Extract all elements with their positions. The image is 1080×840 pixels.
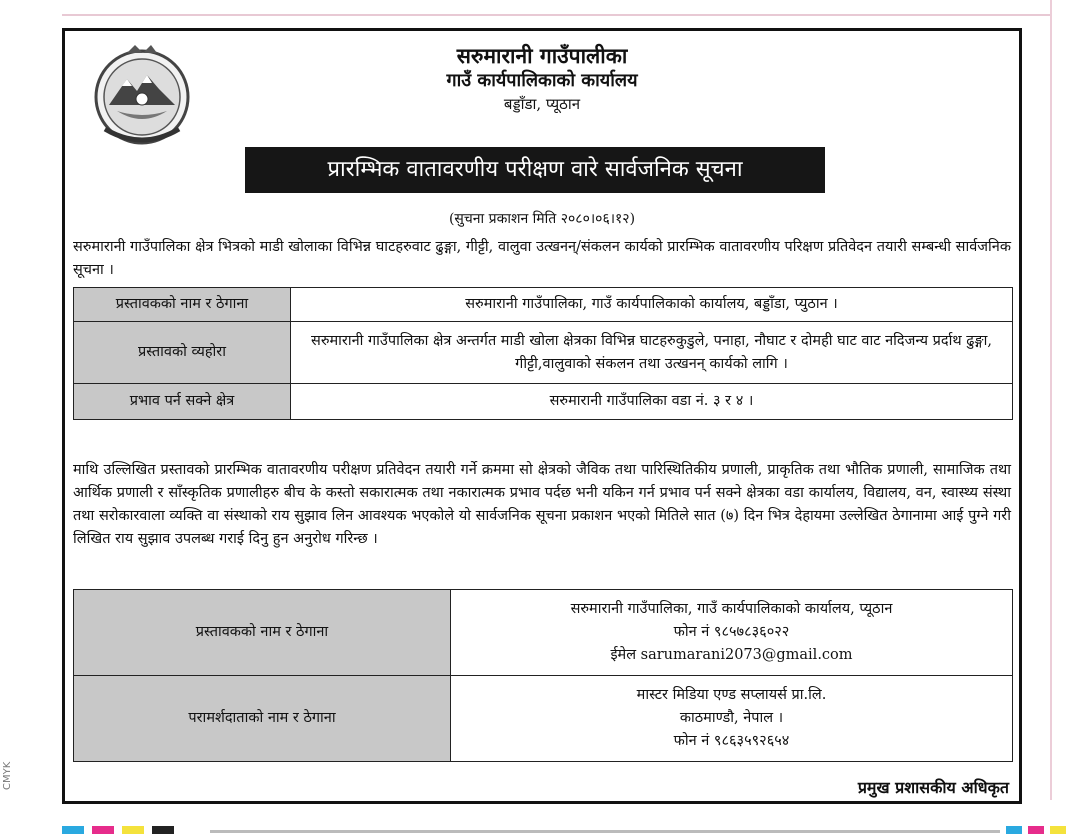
- affected-area-label: प्रभाव पर्न सक्ने क्षेत्र: [74, 384, 291, 420]
- body-paragraph: माथि उल्लिखित प्रस्तावको प्रारम्भिक वातावरणीय परीक्षण प्रतिवेदन तयारी गर्ने क्रममा सो क्षेत्रको जैविक तथा पारिस्थितिकीय प्रणाली, प्राकृतिक तथा भौतिक प्रणाली, सामाजिक तथा आर्थिक प्रणाली र साँस्कृतिक प्रणालीहरु बीच के कस्तो सकारात्मक तथा नकारात्मक प्रभाव पर्दछ भनी यकिन गर्न प्रभाव पर्न सक्ने क्षेत्रका वडा कार्यालय, विद्यालय, वन, स्वास्थ्य संस्था तथा सरोकारवाला व्यक्ति वा संस्थाको राय सुझाव लिन आवश्यक भएकोले यो सार्वजनिक सूचना प्रकाशन भएको मितिले सात (७) दिन भित्र देहायमा उल्लेखित ठेगानामा आई पुग्ने गरी लिखित राय सुझाव उपलब्ध गराई दिनु हुन अनुरोध गरिन्छ ।: [73, 462, 1011, 547]
- cyan-swatch: [62, 826, 84, 834]
- notice-title-banner: प्रारम्भिक वातावरणीय परीक्षण वारे सार्वजनिक सूचना: [245, 147, 825, 193]
- yellow-swatch: [122, 826, 144, 834]
- proposer-label: प्रस्तावकको नाम र ठेगाना: [74, 288, 291, 322]
- publication-date: (सुचना प्रकाशन मिति २०८०।०६।१२): [448, 211, 636, 227]
- table-row: [74, 384, 1013, 420]
- affected-area-value: सरुमारानी गाउँपालिका वडा नं. ३ र ४ ।: [291, 384, 1013, 420]
- consultant-phone: फोन नं ९८६३५९२६५४: [673, 733, 790, 749]
- proposal-subject-value: सरुमारानी गाउँपालिका क्षेत्र अन्तर्गत माडी खोला क्षेत्रका विभिन्न घाटहरुकुडुले, पनाहा, नौघाट र दोमही घाट वाट नदिजन्य प्रर्दाथ ढुङ्गा, गीट्टी,वालुवाको संकलन तथा उत्खनन् कार्यको लागि ।: [291, 322, 1013, 384]
- proposal-table: [73, 287, 1013, 420]
- proposal-subject-label: प्रस्तावको व्यहोरा: [74, 322, 291, 384]
- office-name: गाउँ कार्यपालिकाको कार्यालय: [446, 70, 638, 91]
- black-swatch: [152, 826, 174, 834]
- cyan-swatch: [1006, 826, 1022, 834]
- consultant-value: [451, 676, 1013, 762]
- table-row: [74, 288, 1013, 322]
- proposer-value: सरुमारानी गाउँपालिका, गाउँ कार्यपालिकाको कार्यालय, बड्डाँडा, प्युठान ।: [291, 288, 1013, 322]
- proposer-contact-value: [451, 590, 1013, 676]
- table-row: [74, 590, 1013, 676]
- proposer-contact-line: सरुमारानी गाउँपालिका, गाउँ कार्यपालिकाको कार्यालय, प्यूठान: [570, 601, 893, 617]
- public-notice: [62, 28, 1022, 804]
- signature-title: प्रमुख प्रशासकीय अधिकृत: [857, 778, 1009, 797]
- top-margin-rule: [62, 14, 1052, 16]
- proposer-contact-label: प्रस्तावकको नाम र ठेगाना: [74, 590, 451, 676]
- cmyk-label: CMYK: [2, 761, 13, 790]
- right-margin-rule: [1050, 0, 1052, 800]
- consultant-label: परामर्शदाताको नाम र ठेगाना: [74, 676, 451, 762]
- proposer-email: ईमेल sarumarani2073@gmail.com: [610, 647, 853, 663]
- proposer-phone: फोन नं ९८५७८३६०२२: [673, 624, 790, 640]
- magenta-swatch: [92, 826, 114, 834]
- yellow-swatch: [1050, 826, 1066, 834]
- notice-header: [65, 43, 1019, 115]
- gray-print-line: [210, 830, 1000, 833]
- organization-name: सरुमारानी गाउँपालीका: [456, 43, 628, 68]
- contact-table: [73, 589, 1013, 762]
- table-row: [74, 322, 1013, 384]
- intro-paragraph: सरुमारानी गाउँपालिका क्षेत्र भित्रको माडी खोलाका विभिन्न घाटहरुवाट ढुङ्गा, गीट्टी, वालुवा उत्खनन्/संकलन कार्यको प्रारम्भिक वातावरणीय परिक्षण प्रतिवेदन तयारी सम्बन्धी सार्वजनिक सूचना ।: [73, 239, 1011, 278]
- office-location: बड्डाँडा, प्यूठान: [503, 95, 581, 113]
- consultant-name: मास्टर मिडिया एण्ड सप्लायर्स प्रा.लि.: [636, 687, 827, 703]
- color-registration-bar-right: [1006, 826, 1066, 834]
- table-row: [74, 676, 1013, 762]
- consultant-address: काठमाण्डौ, नेपाल ।: [679, 710, 784, 726]
- magenta-swatch: [1028, 826, 1044, 834]
- color-registration-bar: [62, 826, 174, 834]
